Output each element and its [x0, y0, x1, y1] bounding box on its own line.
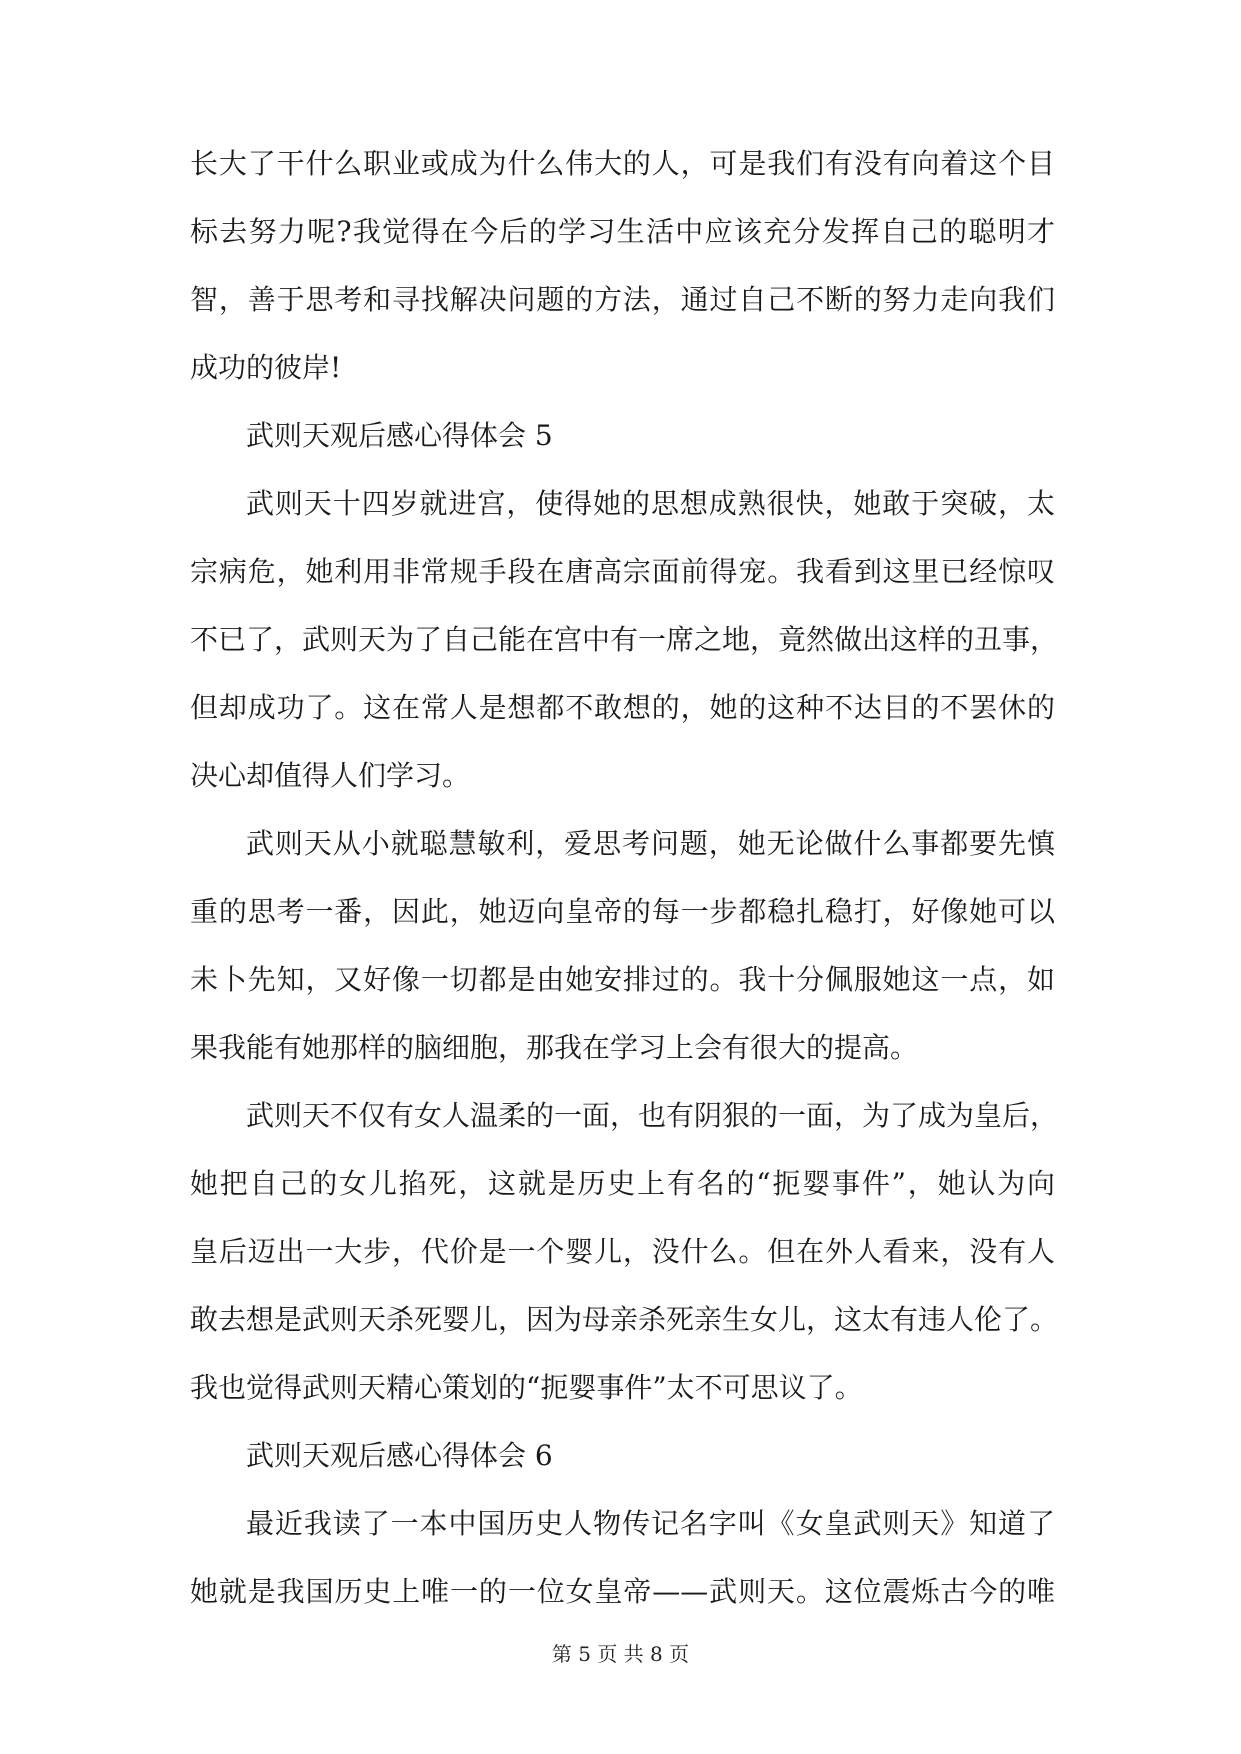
- text-line: 皇后迈出一大步，代价是一个婴儿，没什么。但在外人看来，没有人: [190, 1235, 1055, 1268]
- text-line: 长大了干什么职业或成为什么伟大的人，可是我们有没有向着这个目: [190, 147, 1055, 180]
- text-line: 她把自己的女儿掐死，这就是历史上有名的“扼婴事件”，她认为向: [190, 1167, 1055, 1200]
- text-line: 果我能有她那样的脑细胞，那我在学习上会有很大的提高。: [190, 1031, 919, 1064]
- text-line: 她就是我国历史上唯一的一位女皇帝——武则天。这位震烁古今的唯: [190, 1575, 1055, 1608]
- text-line: 最近我读了一本中国历史人物传记名字叫《女皇武则天》知道了: [246, 1507, 1055, 1540]
- text-line: 不已了，武则天为了自己能在宫中有一席之地，竟然做出这样的丑事，: [190, 623, 1059, 656]
- text-line: 未卜先知，又好像一切都是由她安排过的。我十分佩服她这一点，如: [190, 963, 1055, 996]
- text-line: 宗病危，她利用非常规手段在唐高宗面前得宠。我看到这里已经惊叹: [190, 555, 1055, 588]
- text-line: 决心却值得人们学习。: [190, 759, 471, 792]
- text-line: 但却成功了。这在常人是想都不敢想的，她的这种不达目的不罢休的: [190, 691, 1055, 724]
- text-line: 标去努力呢?我觉得在今后的学习生活中应该充分发挥自己的聪明才: [190, 215, 1055, 248]
- page-number-footer: 第 5 页 共 8 页: [551, 1642, 690, 1666]
- text-line: 武则天不仅有女人温柔的一面，也有阴狠的一面，为了成为皇后，: [246, 1099, 1059, 1132]
- text-line: 武则天十四岁就进宫，使得她的思想成熟很快，她敢于突破，太: [246, 487, 1055, 520]
- section-heading: 武则天观后感心得体会 6: [246, 1439, 553, 1472]
- text-line: 我也觉得武则天精心策划的“扼婴事件”太不可思议了。: [190, 1371, 863, 1404]
- text-line: 智，善于思考和寻找解决问题的方法，通过自己不断的努力走向我们: [190, 283, 1055, 316]
- text-line: 成功的彼岸!: [190, 351, 342, 384]
- text-line: 武则天从小就聪慧敏利，爱思考问题，她无论做什么事都要先慎: [246, 827, 1055, 860]
- section-heading: 武则天观后感心得体会 5: [246, 419, 553, 452]
- text-line: 敢去想是武则天杀死婴儿，因为母亲杀死亲生女儿，这太有违人伦了。: [190, 1303, 1059, 1336]
- text-line: 重的思考一番，因此，她迈向皇帝的每一步都稳扎稳打，好像她可以: [190, 895, 1055, 928]
